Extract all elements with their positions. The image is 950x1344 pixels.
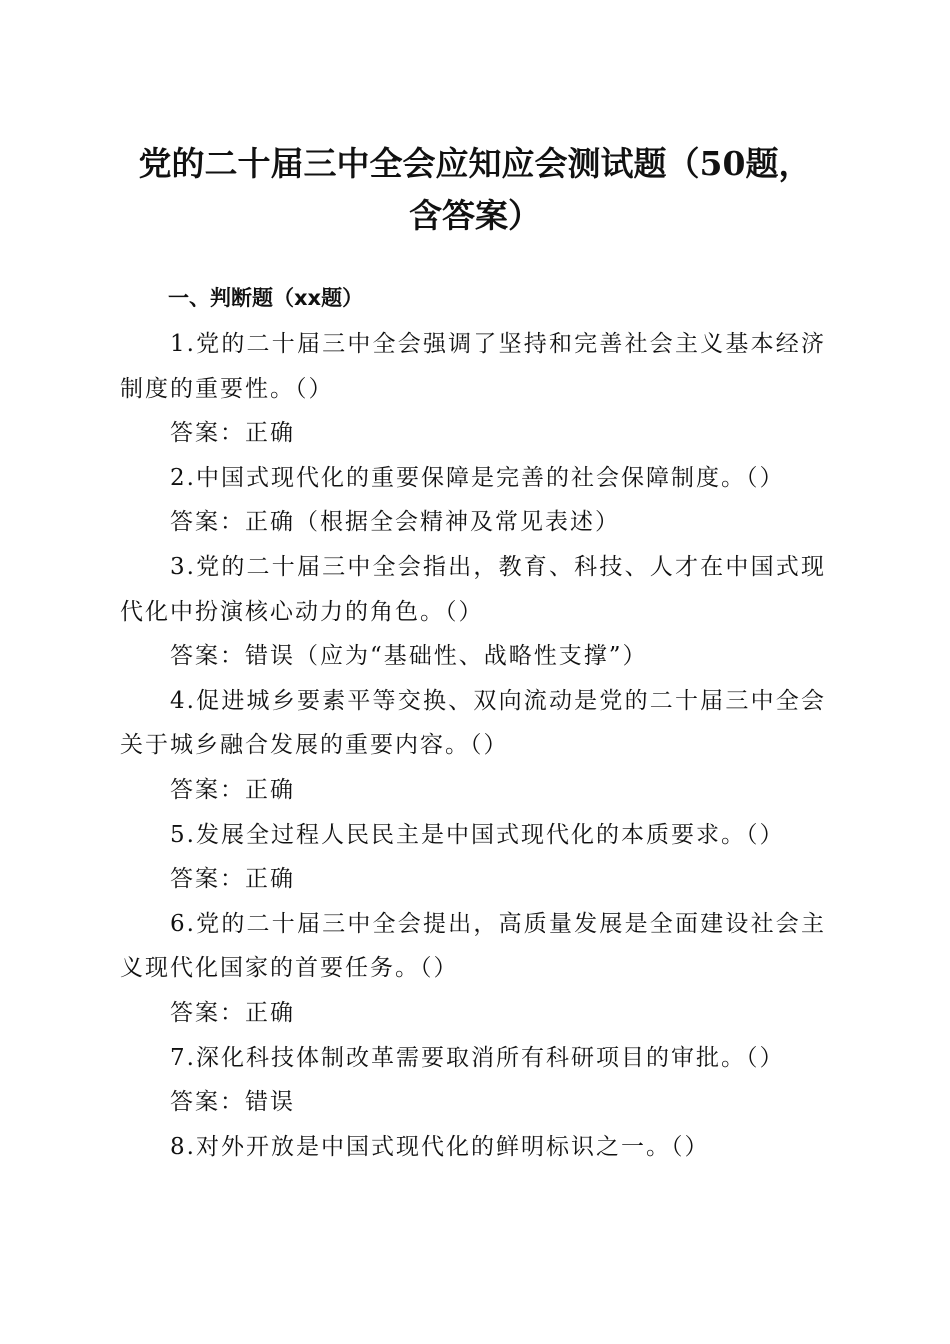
question-2: 2.中国式现代化的重要保障是完善的社会保障制度。（） xyxy=(170,464,785,491)
document-body xyxy=(120,322,826,1169)
question-8: 8.对外开放是中国式现代化的鲜明标识之一。（） xyxy=(170,1133,710,1160)
question-1: 1.党的二十届三中全会强调了坚持和完善社会主义基本经济制度的重要性。（） xyxy=(120,331,826,402)
answer-2: 答案：正确（根据全会精神及常见表述） xyxy=(170,509,620,536)
page-title xyxy=(100,138,850,242)
answer-5: 答案：正确 xyxy=(170,866,295,893)
section-heading: 一、判断题（xx题） xyxy=(168,286,364,310)
answer-4: 答案：正确 xyxy=(170,776,295,803)
answer-1: 答案：正确 xyxy=(170,420,295,447)
question-6: 6.党的二十届三中全会提出，高质量发展是全面建设社会主义现代化国家的首要任务。（） xyxy=(120,910,826,982)
title-line-1: 党的二十届三中全会应知应会测试题（50题， xyxy=(138,144,812,183)
title-line-2: 含答案） xyxy=(409,196,541,235)
answer-6: 答案：正确 xyxy=(170,999,295,1026)
answer-7: 答案：错误 xyxy=(170,1089,295,1116)
question-7: 7.深化科技体制改革需要取消所有科研项目的审批。（） xyxy=(170,1044,785,1071)
question-3: 3.党的二十届三中全会指出，教育、科技、人才在中国式现代化中扮演核心动力的角色。（） xyxy=(120,553,826,625)
question-4: 4.促进城乡要素平等交换、双向流动是党的二十届三中全会关于城乡融合发展的重要内容。（） xyxy=(120,687,826,759)
question-5: 5.发展全过程人民民主是中国式现代化的本质要求。（） xyxy=(170,821,785,848)
answer-3: 答案：错误（应为“基础性、战略性支撑”） xyxy=(170,643,648,670)
